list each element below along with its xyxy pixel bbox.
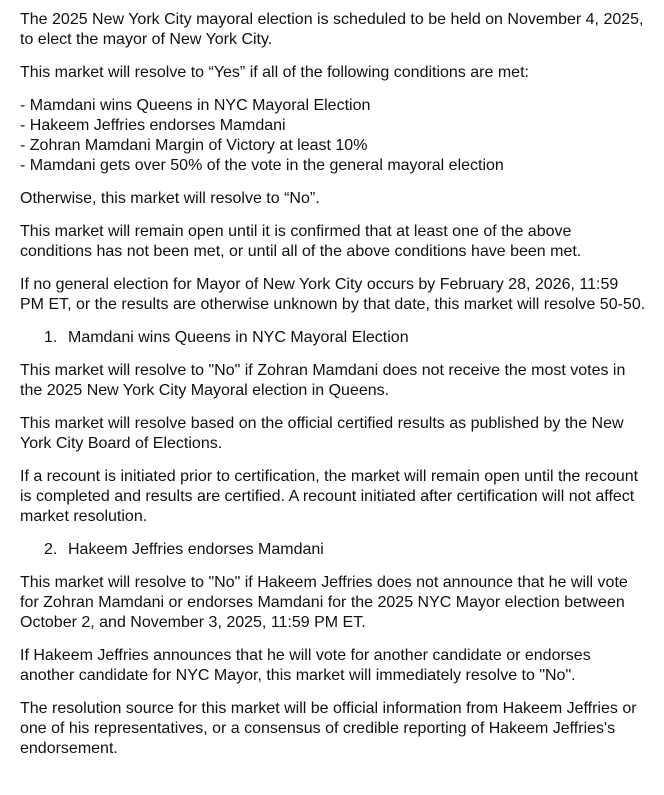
intro-paragraph: The 2025 New York City mayoral election is scheduled to be held on November 4, 2025, to elect the mayor of New York City. [20, 11, 644, 48]
no-election-paragraph: If no general election for Mayor of New York City occurs by February 28, 2026, 11:59 PM ET, or the results are otherwise unknown by that date, this market will resolve 50-50. [20, 276, 646, 313]
section-1-title: Mamdani wins Queens in NYC Mayoral Election [68, 329, 409, 346]
section-1-heading [20, 328, 646, 348]
section-2-title: Hakeem Jeffries endorses Mamdani [68, 541, 324, 558]
conditions-list [20, 96, 646, 176]
section-1-paragraph: This market will resolve based on the official certified results as published by the New York City Board of Elections. [20, 415, 624, 452]
otherwise-paragraph: Otherwise, this market will resolve to “No”. [20, 190, 320, 207]
section-1-number: 1. [44, 329, 58, 346]
condition-item: - Zohran Mamdani Margin of Victory at least 10% [20, 137, 368, 154]
section-2-paragraph: The resolution source for this market will be official information from Hakeem Jeffries or one of his representatives, or a consensus of credible reporting of Hakeem Jeffries's endorsement. [20, 700, 637, 757]
section-2-heading [20, 540, 646, 560]
section-2-paragraph: This market will resolve to "No" if Hakeem Jeffries does not announce that he will vote for Zohran Mamdani or endorses Mamdani for the 2025 NYC Mayor election between October 2, and November 3, 2025, 11:59 PM ET. [20, 574, 628, 631]
resolve-yes-lead: This market will resolve to “Yes” if all of the following conditions are met: [20, 64, 529, 81]
section-1-paragraph: If a recount is initiated prior to certification, the market will remain open until the recount is completed and results are certified. A recount initiated after certification will not affect market resolution. [20, 468, 639, 525]
section-2-paragraph: If Hakeem Jeffries announces that he will vote for another candidate or endorses another candidate for NYC Mayor, this market will immediately resolve to "No". [20, 647, 591, 684]
condition-item: - Hakeem Jeffries endorses Mamdani [20, 117, 286, 134]
remain-open-paragraph: This market will remain open until it is confirmed that at least one of the above conditions has not been met, or until all of the above conditions have been met. [20, 223, 582, 260]
section-2-number: 2. [44, 541, 58, 558]
condition-item: - Mamdani gets over 50% of the vote in the general mayoral election [20, 157, 504, 174]
condition-item: - Mamdani wins Queens in NYC Mayoral Election [20, 97, 371, 114]
section-1-paragraph: This market will resolve to "No" if Zohran Mamdani does not receive the most votes in the 2025 New York City Mayoral election in Queens. [20, 362, 626, 399]
